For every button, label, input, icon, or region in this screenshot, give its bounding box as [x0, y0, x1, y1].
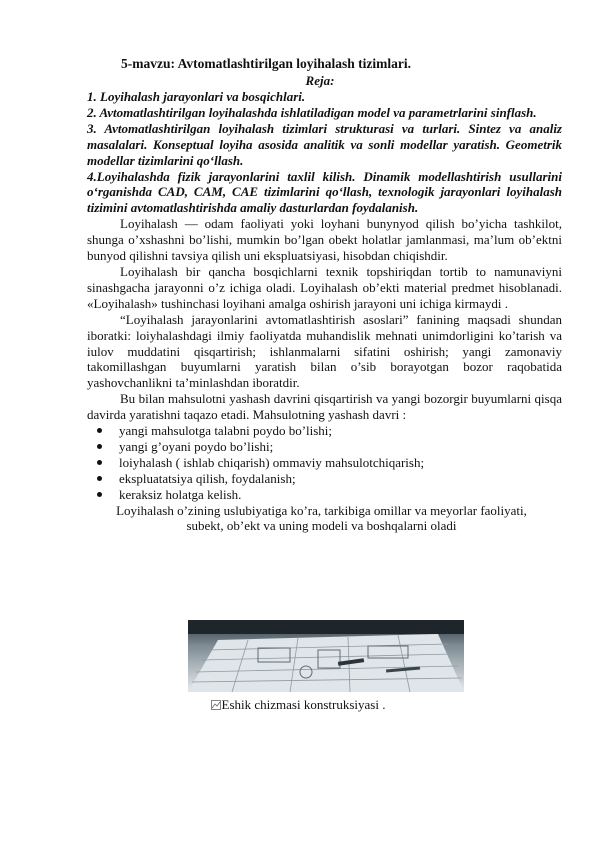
list-item [87, 487, 562, 503]
paragraph: Loyihalash bir qancha bosqichlarni texnik topshiriqdan tortib to namunaviyni sinashgacha jarayonni o’z ichiga oladi. Loyihalash ob’ekti material predmet hisoblanadi. «Loyihalash» tushinchasi loyihani amalga oshirish jarayoni uni ichiga kirmaydi . [87, 263, 562, 311]
bullet-icon [97, 476, 102, 481]
list-item-text: yangi g’oyani poydo bo’lishi; [119, 438, 274, 454]
plan-item: 3. Avtomatlashtirilgan loyihalash tizimlari strukturasi va turlari. Sintez va analiz masalalari. Konseptual loyiha asosida analitik va sonli modellar yaratish. Geometrik modellar tizimlarini qo‘llash. [87, 120, 562, 168]
drawing-table-photo [188, 620, 464, 692]
paragraph: “Loyihalash jarayonlarini avtomatlashtirish asoslari” fanining maqsadi shundan iboratki: loiyhalashdagi ilmiy faoliyatda muhandislik mehnati unimdorligini ko’tarish va iulov muddatini qisqartirish; ishlanmalarni sifatini oshirish; yangi zamonaviy takomillashgan buyumlarni yaratish bilan o’sib borayotgan bozor raqobatida yashovchanlikni ta’minlashdan iboratdir. [87, 311, 562, 391]
paragraph: Loyihalash — odam faoliyati yoki loyhani bunynyod qilish bo’yicha tashkilot, shunga o’xshashni bo’lishi, mumkin bo’lgan obekt holatlar jamlanmasi, ma’lum ob’ektni bunyod qilishni tavsiya qilish uni ekspluatsiyasi, hisobdan chiqishdir. [87, 216, 562, 264]
plan-item: 1. Loyihalash jarayonlari va bosqichlari. [87, 89, 306, 104]
closing-line: subekt, ob’ekt va uning modeli va boshqalarni oladi [186, 518, 457, 534]
plan-item: 4.Loyihalashda fizik jarayonlarini taxlil kilish. Dinamik modellashtirish usullarini o‘rganishda CAD, CAM, CAE tizimlarini qo‘llash, texnologik jarayonlari loyihalash tizimini avtomatlashtirishda amaliy dasturlardan foydalanish. [87, 168, 562, 216]
list-item-text: loiyhalash ( ishlab chiqarish) ommaviy mahsulotchiqarish; [119, 454, 425, 470]
list-item [87, 439, 562, 455]
document-title: 5-mavzu: Avtomatlashtirilgan loyihalash tizimlari. [121, 56, 411, 71]
image-placeholder-icon [211, 700, 221, 710]
list-item [87, 471, 562, 487]
bullet-icon [97, 460, 102, 465]
photo-illustration [188, 620, 464, 692]
list-item [87, 423, 562, 439]
list-item-text: keraksiz holatga kelish. [119, 486, 242, 502]
caption-text: Eshik chizmasi konstruksiyasi . [221, 697, 386, 712]
paragraph: Bu bilan mahsulotni yashash davrini qisqartirish va yangi bozorgir buyumlarni qisqa davirda yaratishni taqazo etadi. Mahsulotning yashash davri : [87, 391, 562, 423]
list-item [87, 455, 562, 471]
plan-item: 2. Avtomatlashtirilgan loyihalashda ishlatiladigan model va parametrlarini sinflash. [87, 104, 537, 120]
lifecycle-list [87, 423, 562, 503]
list-item-text: ekspluatatsiya qilish, foydalanish; [119, 470, 296, 486]
figure-caption [0, 697, 596, 713]
list-item-text: yangi mahsulotga talabni poydo bo’lishi; [119, 423, 333, 439]
bullet-icon [97, 492, 102, 497]
plan-list [87, 89, 562, 216]
document-body [87, 89, 562, 534]
bullet-icon [97, 428, 102, 433]
plan-heading: Reja: [305, 73, 335, 88]
bullet-icon [97, 444, 102, 449]
closing-line: Loyihalash o’zining uslubiyatiga ko’ra, tarkibiga omillar va meyorlar faoliyati, [116, 502, 527, 518]
